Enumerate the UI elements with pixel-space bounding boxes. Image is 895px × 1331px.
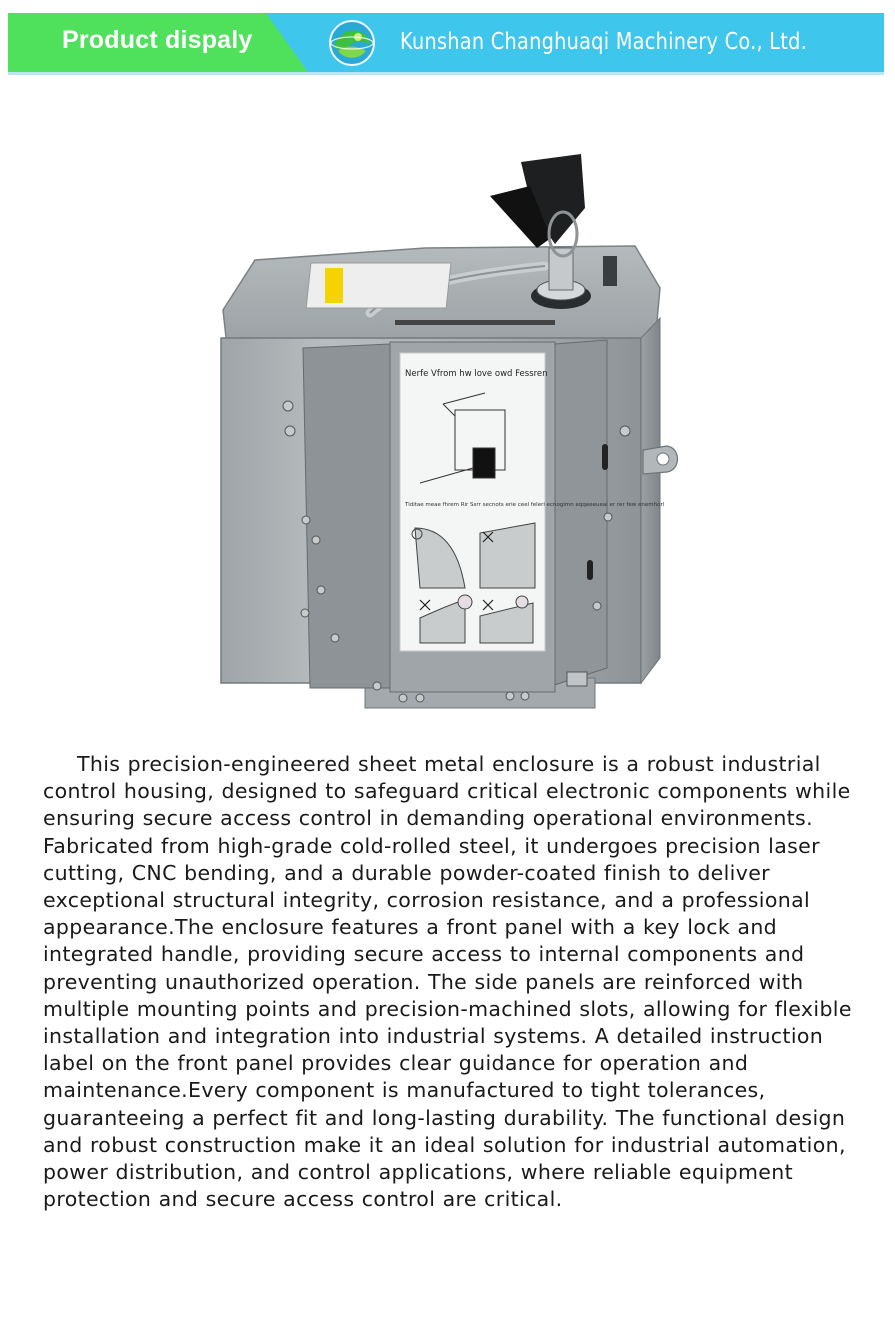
company-name: Kunshan Changhuaqi Machinery Co., Ltd. [400, 29, 808, 55]
company-logo-icon [328, 19, 376, 67]
product-photo [215, 148, 685, 718]
label-caption: Tiditae meae fhrem Rir Ssrr secnots erie ceel feleri ecnogimn eqqeeeueal er rer few enemhorl [405, 502, 665, 508]
product-description: This precision-engineered sheet metal enclosure is a robust industrial control housing, designed to safeguard critical electronic components while ensuring secure access control in demanding operational environments. Fabricated from high-grade cold-rolled steel, it undergoes precision laser cutting, CNC bending, and a durable powder-coated finish to deliver exceptional structural integrity, corrosion resistance, and a professional appearance.The enclosure features a front panel with a key lock and integrated handle, providing secure access to internal components and preventing unauthorized operation. The side panels are reinforced with multiple mounting points and precision-machined slots, allowing for flexible installation and integration into industrial systems. A detailed instruction label on the front panel provides clear guidance for operation and maintenance.Every component is manufactured to tight tolerances, guaranteeing a perfect fit and long-lasting durability. The functional design and robust construction make it an ideal solution for industrial automation, power distribution, and control applications, where reliable equipment protection and secure access control are critical. [43, 752, 852, 1212]
header-banner [8, 13, 884, 75]
header-title: Product dispaly [62, 26, 253, 54]
label-heading: Nerfe Vfrom hw love owd Fessren [405, 369, 548, 379]
